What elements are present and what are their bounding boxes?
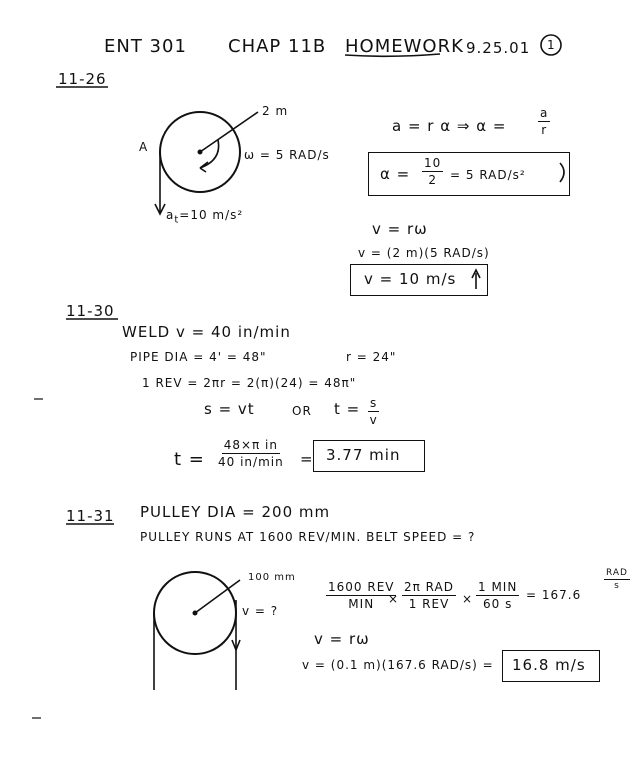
relation-equation: a = r α ⇒ α =: [392, 117, 507, 135]
t-lhs: t =: [174, 449, 205, 470]
point-label-a: A: [139, 140, 149, 154]
conv-fraction-1: 1600 REV MIN: [328, 580, 395, 611]
t-equals-sign: =: [300, 450, 314, 468]
center-dot-1: [198, 150, 203, 155]
problem-label-1: 11-26: [58, 70, 107, 88]
conv-result: = 167.6: [526, 588, 582, 602]
problem-label-2: 11-30: [66, 302, 115, 320]
v-equation-2: v = (2 m)(5 RAD/s): [358, 246, 490, 260]
v-equation-1: v = rω: [372, 220, 428, 238]
v-equation-3a: v = rω: [314, 630, 370, 648]
t-answer: 3.77 min: [326, 446, 401, 464]
times-sign-2: ×: [462, 592, 474, 606]
radius-line-1: [200, 112, 258, 152]
radius-label-3: 100 mm: [248, 572, 296, 583]
page-title: HOMEWORK: [345, 36, 464, 57]
rev-circumference: 1 REV = 2πr = 2(π)(24) = 48π": [142, 376, 357, 390]
alpha-rhs: = 5 RAD/s²: [450, 168, 526, 182]
course-code: ENT 301: [104, 36, 187, 57]
conv-unit-fraction: RAD s: [606, 568, 628, 591]
relation-fraction: $\frac{a}{r}$: [540, 106, 549, 137]
t-fraction: 48×π in 40 in/min: [218, 438, 284, 469]
times-sign-1: ×: [388, 592, 400, 606]
omega-label: ω = 5 RAD/s: [244, 148, 330, 162]
conv-fraction-3: 1 MIN 60 s: [478, 580, 518, 611]
conv-fraction-2: 2π RAD 1 REV: [404, 580, 454, 611]
alpha-lhs: α =: [380, 165, 411, 183]
or-text: OR: [292, 404, 312, 418]
alpha-fraction: $\frac{10}{2}$: [424, 156, 442, 187]
weld-speed: WELD v = 40 in/min: [122, 323, 291, 341]
v-equation-3b: v = (0.1 m)(167.6 RAD/s) =: [302, 658, 494, 672]
center-dot-3: [193, 611, 198, 616]
s-equals-vt: s = vt: [204, 400, 255, 418]
page-number: 1: [547, 38, 556, 52]
problem-label-3: 11-31: [66, 507, 115, 525]
pipe-diameter: PIPE DIA = 4' = 48": [130, 350, 267, 364]
pipe-radius: r = 24": [346, 350, 397, 364]
v-unknown: v = ?: [242, 604, 279, 618]
t-equals: t =: [334, 400, 361, 418]
pulley-speed: PULLEY RUNS AT 1600 REV/MIN. BELT SPEED = ?: [140, 530, 476, 544]
chapter-label: CHAP 11B: [228, 36, 327, 57]
date: 9.25.01: [466, 39, 531, 57]
pulley-diameter: PULLEY DIA = 200 mm: [140, 503, 331, 521]
omega-arc-arrow: [200, 140, 219, 168]
s-over-v-fraction: $\frac{s}{v}$: [369, 396, 378, 427]
v-answer: v = 10 m/s: [364, 270, 457, 288]
at-label: $a_t=10$ m/s²: [166, 208, 244, 226]
v-answer-3: 16.8 m/s: [512, 656, 586, 674]
radius-label-1: 2 m: [262, 104, 289, 118]
